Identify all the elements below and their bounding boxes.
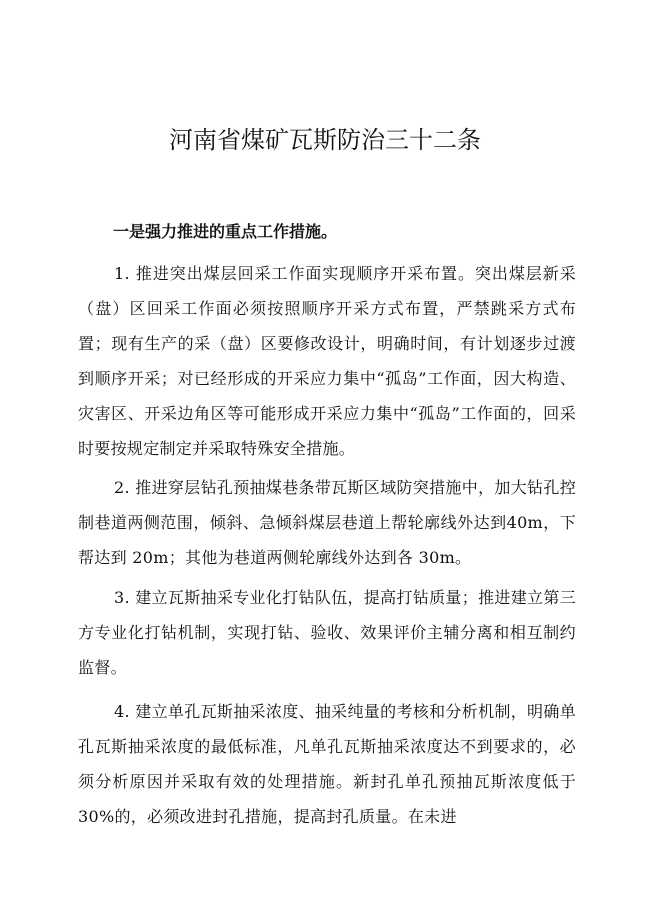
document-title: 河南省煤矿瓦斯防治三十二条 <box>169 126 481 154</box>
paragraph-1: 1. 推进突出煤层回采工作面实现顺序开采布置。突出煤层新采（盘）区回采工作面必须按照顺序开采方式布置，严禁跳采方式布置；现有生产的采（盘）区要修改设计，明确时间，有计划逐步过渡到顺序开采；对已经形成的开采应力集中“孤岛”工作面，因大构造、灾害区、开采边角区等可能形成开采应力集中“孤岛”工作面的，回采时要按规定制定并采取特殊安全措施。 <box>78 264 576 458</box>
section-heading: 一是强力推进的重点工作措施。 <box>113 222 338 241</box>
paragraph-3: 3. 建立瓦斯抽采专业化打钻队伍，提高打钻质量；推进建立第三方专业化打钻机制，实现打钻、验收、效果评价主辅分离和相互制约监督。 <box>78 588 576 677</box>
paragraph-4: 4. 建立单孔瓦斯抽采浓度、抽采纯量的考核和分析机制，明确单孔瓦斯抽采浓度的最低标准，凡单孔瓦斯抽采浓度达不到要求的，必须分析原因并采取有效的处理措施。新封孔单孔预抽瓦斯浓度低于 30%的，必须改进封孔措施，提高封孔质量。在未进 <box>78 702 576 826</box>
paragraph-2: 2. 推进穿层钻孔预抽煤巷条带瓦斯区域防突措施中，加大钻孔控制巷道两侧范围，倾斜、急倾斜煤层巷道上帮轮廓线外达到40m，下帮达到 20m；其他为巷道两侧轮廓线外达到各 30m。 <box>78 478 576 567</box>
